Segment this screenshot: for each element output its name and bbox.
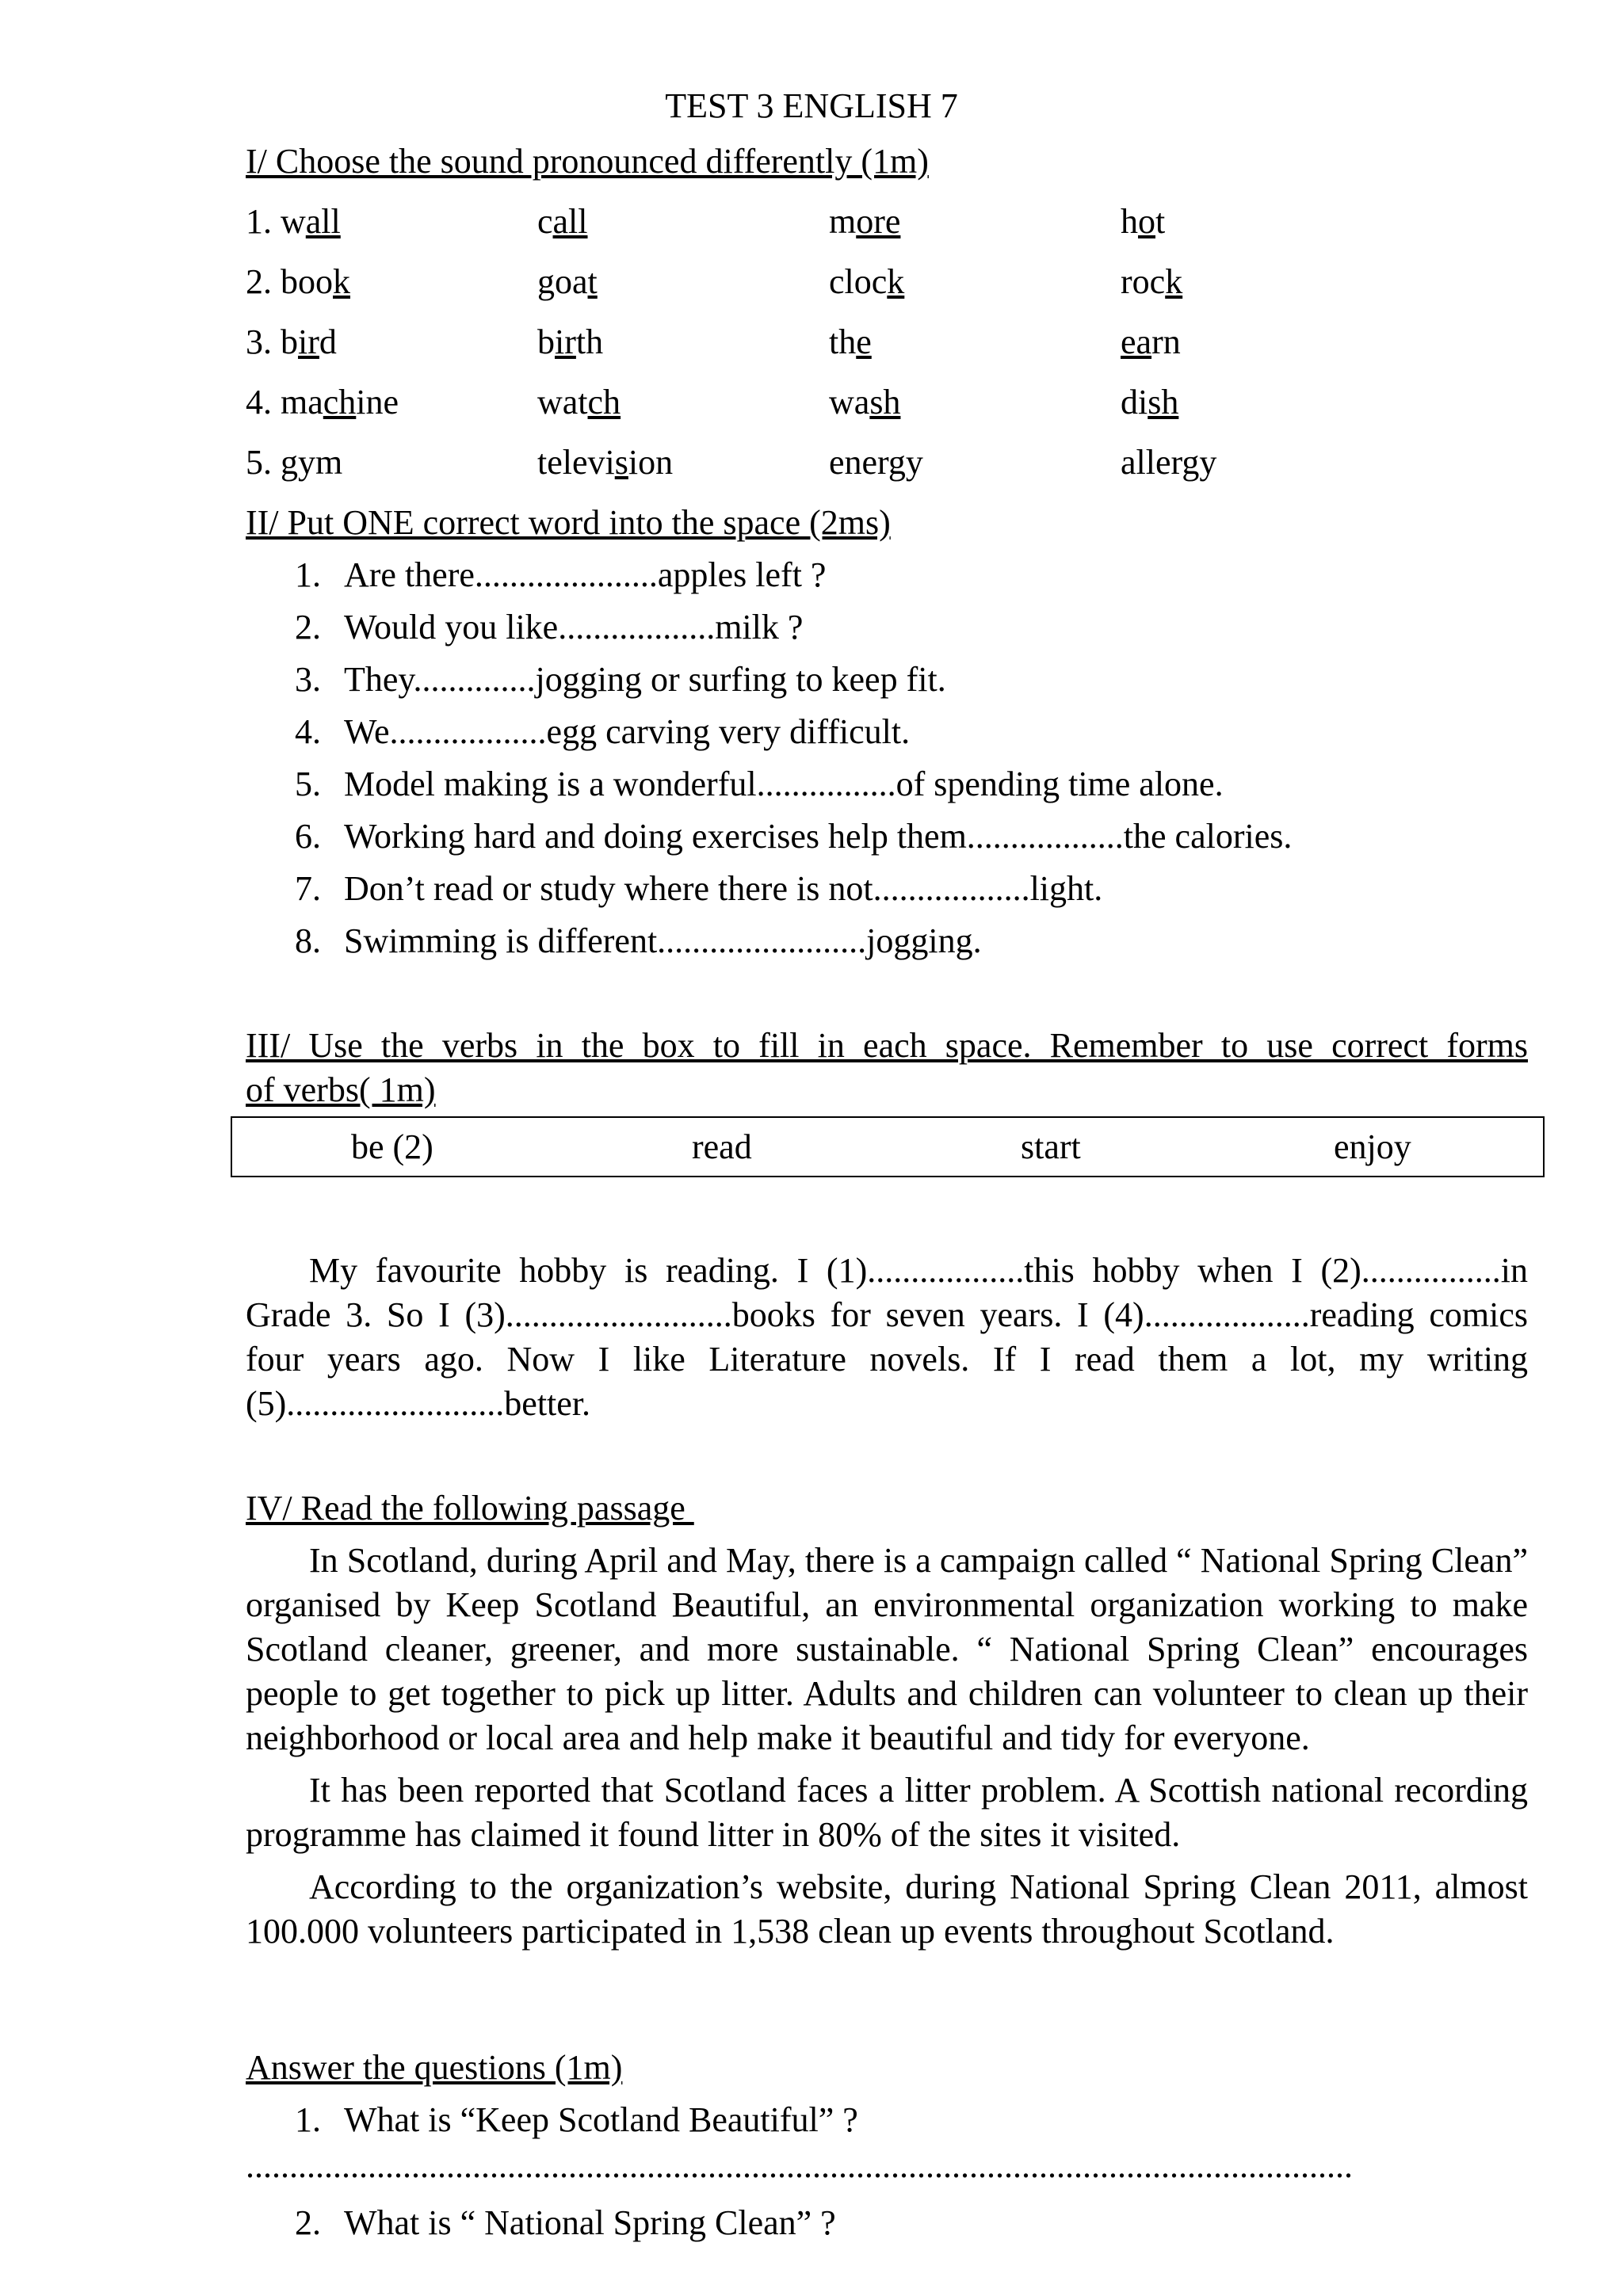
- passage-paragraph-3: According to the organization’s website, during National Spring Clean 2011, almost 100.000 volunteers participated in 1,538 clean up events throughout Scotland.: [246, 1867, 1528, 1951]
- word: the: [829, 322, 872, 361]
- verb-option: be (2): [351, 1127, 433, 1166]
- word: 5. gym: [246, 443, 343, 482]
- word: dish: [1121, 383, 1179, 421]
- verb-box: [231, 1116, 1545, 1177]
- word: goat: [537, 262, 598, 301]
- section-4-heading: IV/ Read the following passage: [246, 1489, 694, 1527]
- fill-in-item: 8. Swimming is different........................jogging.: [295, 921, 982, 960]
- word: allergy: [1121, 443, 1217, 482]
- word: clock: [829, 262, 905, 301]
- word: television: [537, 443, 674, 482]
- fill-in-item: 4. We..................egg carving very difficult.: [295, 712, 911, 751]
- question-item: 1. What is “Keep Scotland Beautiful” ?: [295, 2100, 858, 2139]
- answer-line: ...............................................................................................................................: [246, 2146, 1353, 2185]
- fill-in-item: 6. Working hard and doing exercises help them..................the calories.: [295, 817, 1293, 856]
- word: hot: [1121, 202, 1166, 241]
- questions-heading: Answer the questions (1m): [246, 2048, 623, 2087]
- word: wash: [829, 383, 901, 421]
- word: 2. book: [246, 262, 350, 301]
- section-3-heading-line2: of verbs( 1m): [246, 1070, 436, 1109]
- word: rock: [1121, 262, 1183, 301]
- word: 3. bird: [246, 322, 337, 361]
- word: 1. wall: [246, 202, 341, 241]
- verb-option: enjoy: [1334, 1127, 1411, 1166]
- word: energy: [829, 443, 923, 482]
- word: earn: [1121, 322, 1181, 361]
- word: more: [829, 202, 901, 241]
- fill-in-item: 7. Don’t read or study where there is not..................light.: [295, 869, 1103, 908]
- question-item: 2. What is “ National Spring Clean” ?: [295, 2203, 836, 2242]
- passage-paragraph-2: It has been reported that Scotland faces a litter problem. A Scottish national recording programme has claimed it found litter in 80% of the sites it visited.: [246, 1771, 1528, 1854]
- fill-in-item: 1. Are there.....................apples left ?: [295, 555, 827, 594]
- hobby-paragraph: My favourite hobby is reading. I (1)..................this hobby when I (2)................in Grade 3. So I (3)..........................books for seven years. I (4)...................reading comics four years ago. Now I like Literature novels. If I read them a lot, my writing (5).........................better.: [246, 1251, 1528, 1423]
- fill-in-item: 2. Would you like..................milk ?: [295, 608, 804, 646]
- section-3-heading-line1: III/ Use the verbs in the box to fill in each space. Remember to use correct forms: [246, 1026, 1528, 1065]
- verb-option: start: [1021, 1127, 1081, 1166]
- word: 4. machine: [246, 383, 399, 421]
- passage: [246, 1539, 1528, 1954]
- fill-in-item: 3. They..............jogging or surfing to keep fit.: [295, 660, 946, 699]
- word: birth: [537, 322, 604, 361]
- word: watch: [537, 383, 621, 421]
- page-title: TEST 3 ENGLISH 7: [665, 86, 958, 125]
- verb-option: read: [692, 1127, 752, 1166]
- word: call: [537, 202, 588, 241]
- section-1-heading: I/ Choose the sound pronounced differently (1m): [246, 142, 929, 181]
- fill-in-item: 5. Model making is a wonderful................of spending time alone.: [295, 765, 1224, 803]
- passage-paragraph-1: In Scotland, during April and May, there is a campaign called “ National Spring Clean” organised by Keep Scotland Beautiful, an environmental organization working to make Scotland cleaner, greener, and more sustainable. “ National Spring Clean” encourages people to get together to pick up litter. Adults and children can volunteer to clean up their neighborhood or local area and help make it beautiful and tidy for everyone.: [246, 1541, 1528, 1757]
- section-2-heading: II/ Put ONE correct word into the space (2ms): [246, 503, 891, 542]
